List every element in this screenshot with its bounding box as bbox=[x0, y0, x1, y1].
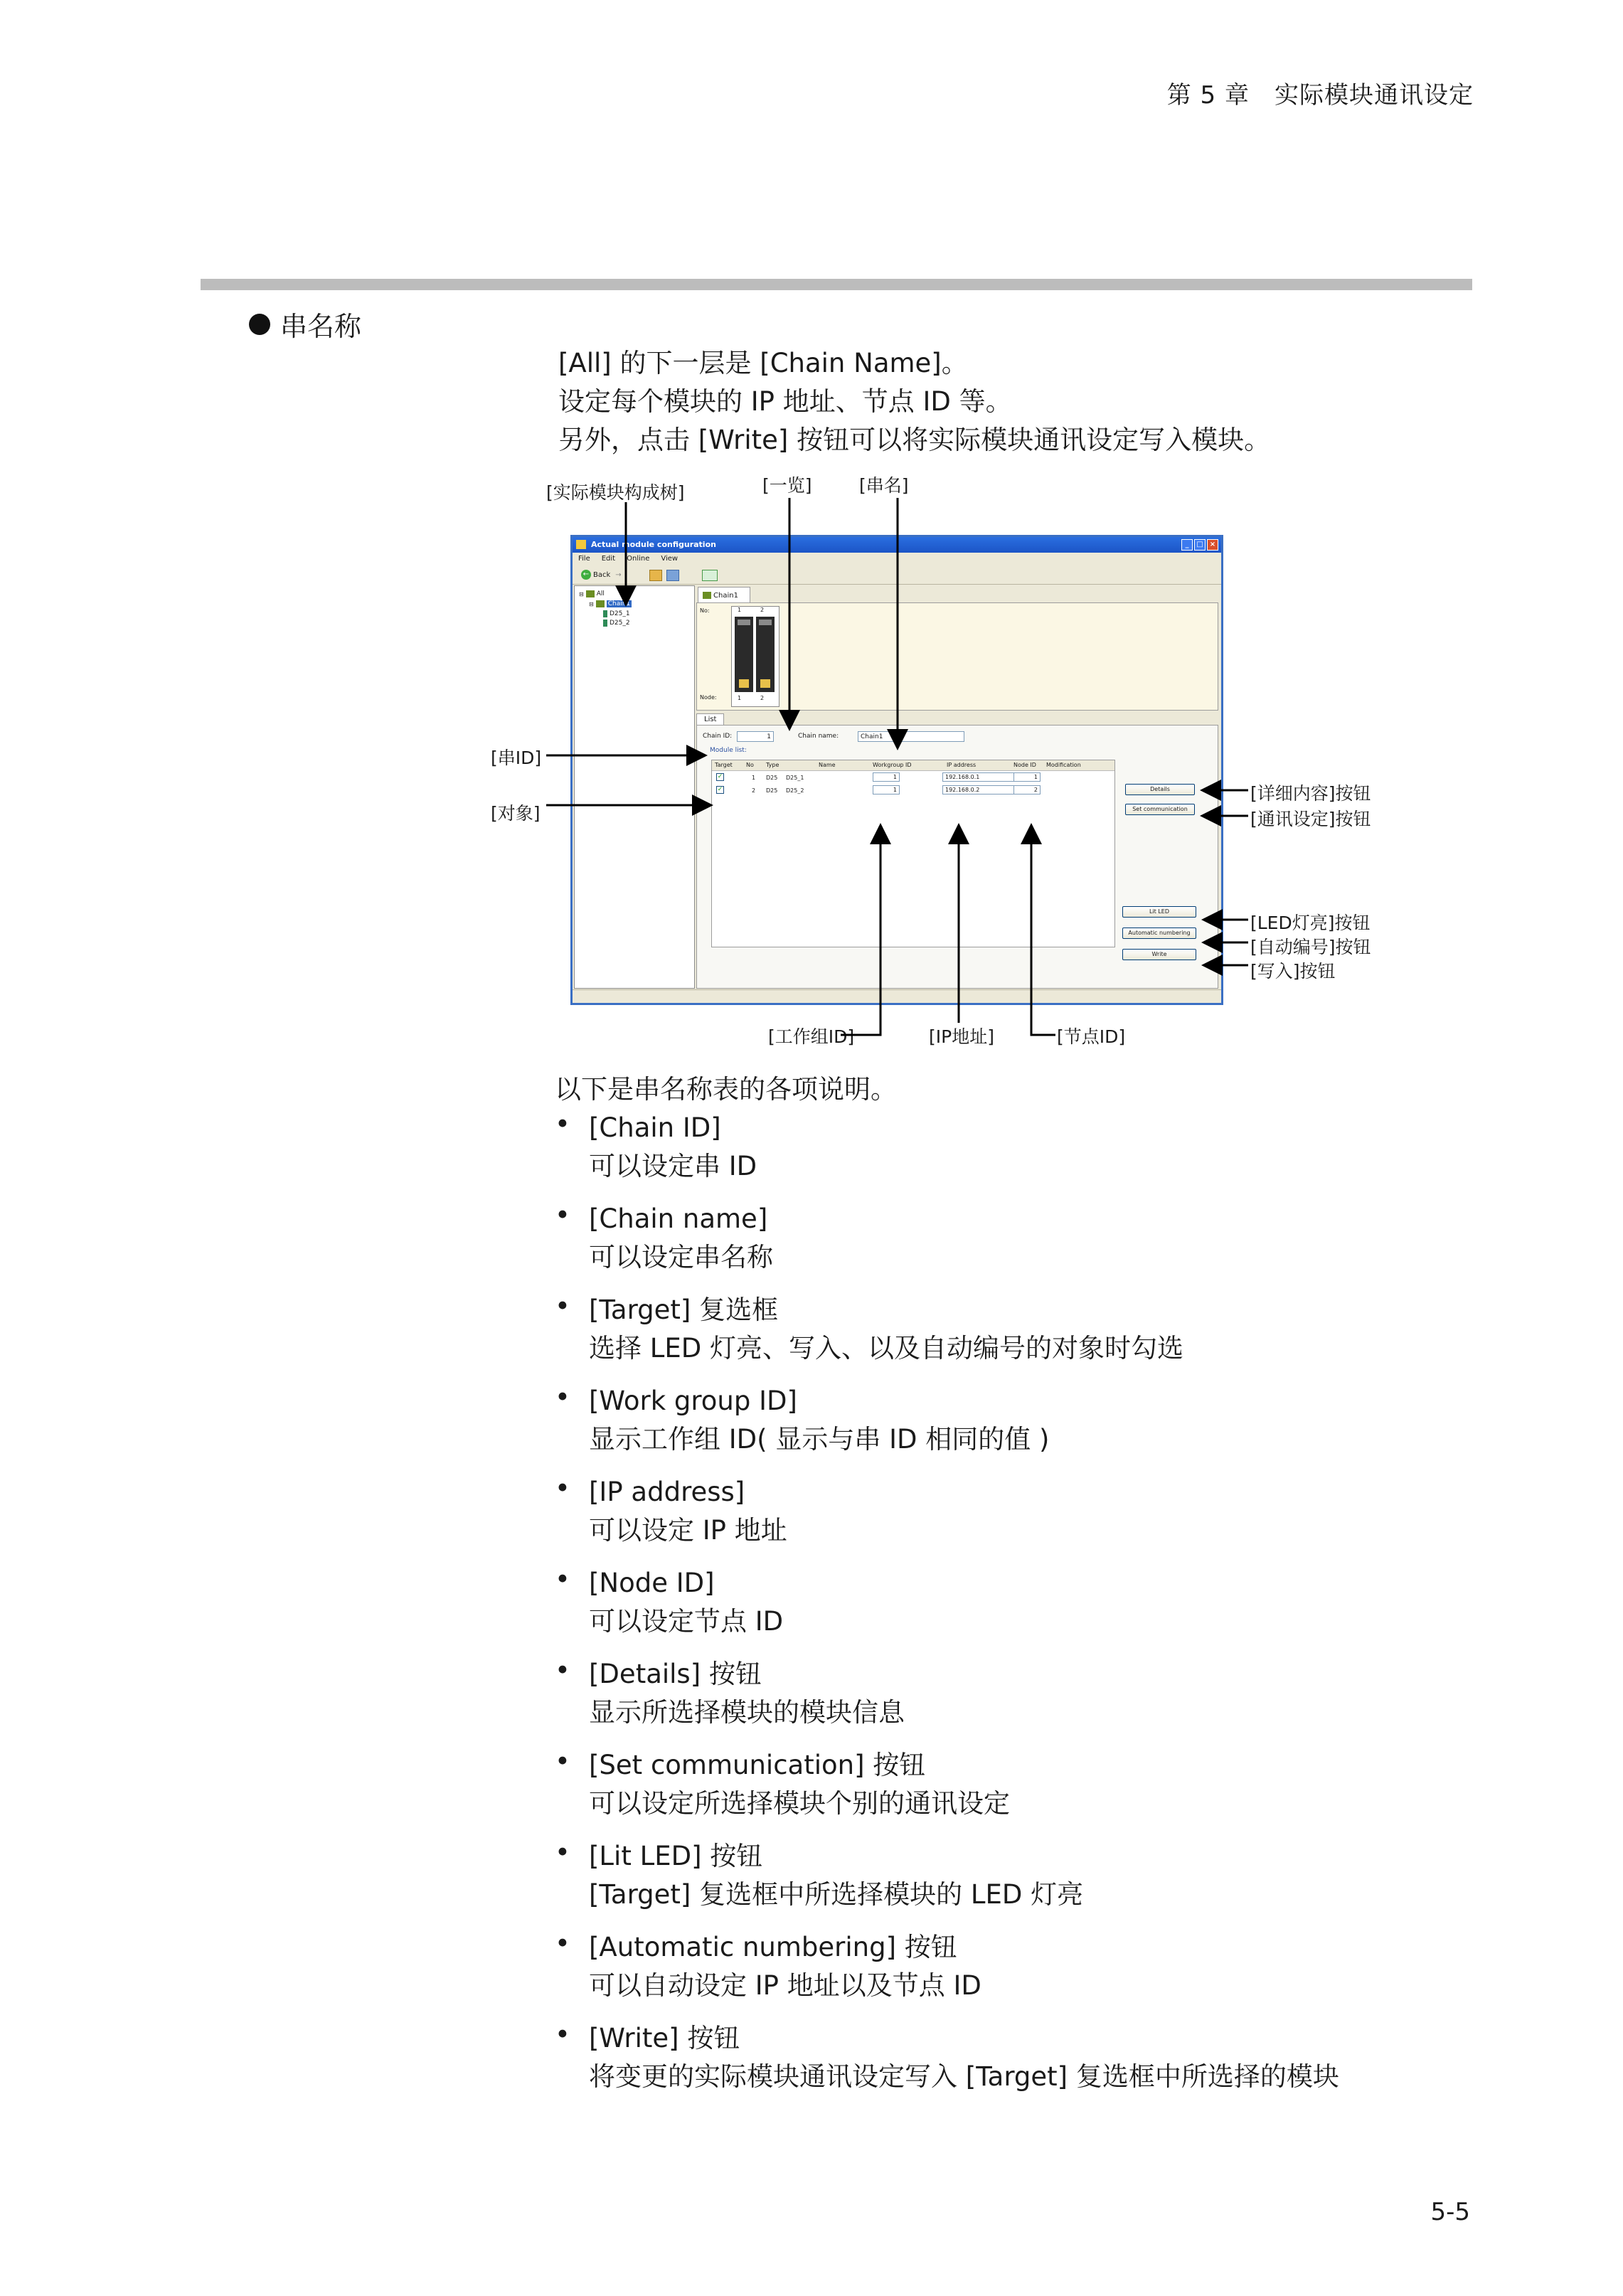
close-icon[interactable]: × bbox=[1207, 539, 1218, 551]
item-title: [Work group ID] bbox=[589, 1386, 797, 1416]
forward-arrow-icon[interactable]: → bbox=[615, 570, 622, 579]
item-desc: 显示工作组 ID( 显示与串 ID 相同的值 ) bbox=[589, 1424, 1050, 1455]
target-checkbox[interactable]: ✓ bbox=[717, 773, 723, 780]
item-title: [Lit LED] 按钮 bbox=[589, 1841, 763, 1871]
tree-label-chain: Chain1 bbox=[607, 600, 631, 607]
arrow-workgroup bbox=[841, 825, 880, 1035]
item-title: [Details] 按钮 bbox=[589, 1659, 762, 1689]
module-node: 1 bbox=[738, 695, 742, 701]
bullet: • bbox=[555, 2019, 570, 2050]
list-item bbox=[555, 1200, 1339, 1277]
item-desc: 可以设定串 ID bbox=[589, 1151, 757, 1181]
item-title: [Set communication] 按钮 bbox=[589, 1750, 926, 1780]
tab-label: Chain1 bbox=[713, 591, 738, 600]
menu-online[interactable]: Online bbox=[627, 555, 650, 563]
tree-label-module: D25_2 bbox=[610, 620, 630, 627]
chain-name-label: Chain name: bbox=[798, 733, 839, 740]
row-type: D25 bbox=[766, 787, 778, 794]
callout-auto-num: [自动编号]按钮 bbox=[1250, 937, 1371, 957]
automatic-numbering-button[interactable]: Automatic numbering bbox=[1122, 928, 1196, 939]
row-type: D25 bbox=[766, 775, 778, 781]
callout-chain-id: [串ID] bbox=[491, 748, 542, 768]
back-label: Back bbox=[593, 570, 611, 579]
callout-node: [节点ID] bbox=[1057, 1026, 1126, 1047]
menu-view[interactable]: View bbox=[661, 555, 679, 563]
item-title: [Chain ID] bbox=[589, 1112, 721, 1143]
node-id-field[interactable]: 1 bbox=[1013, 772, 1041, 782]
write-button[interactable]: Write bbox=[1122, 949, 1196, 960]
set-communication-button[interactable]: Set communication bbox=[1125, 804, 1195, 815]
callout-workgroup: [工作组ID] bbox=[768, 1026, 855, 1047]
item-desc: 可以设定串名称 bbox=[589, 1242, 773, 1272]
item-desc: 选择 LED 灯亮、写入、以及自动编号的对象时勾选 bbox=[589, 1333, 1184, 1364]
callout-ip: [IP地址] bbox=[929, 1026, 994, 1047]
col-ip: IP address bbox=[947, 762, 977, 768]
list-item bbox=[555, 1382, 1339, 1459]
list-item bbox=[555, 1746, 1339, 1823]
list-item bbox=[555, 1928, 1339, 2005]
row-no: 2 bbox=[752, 787, 756, 794]
bullet: • bbox=[555, 1746, 570, 1777]
row-no: 1 bbox=[752, 775, 756, 781]
col-target: Target bbox=[715, 762, 733, 768]
list-item bbox=[555, 2019, 1339, 2096]
tree-node-chain[interactable]: ⊟ Chain1 bbox=[589, 600, 631, 607]
menu-edit[interactable]: Edit bbox=[601, 555, 616, 563]
item-desc: 可以设定所选择模块个别的通讯设定 bbox=[589, 1788, 1010, 1819]
item-desc: 可以设定节点 ID bbox=[589, 1606, 784, 1637]
list-item bbox=[555, 1109, 1339, 1186]
col-node: Node ID bbox=[1013, 762, 1036, 768]
row-name: D25_2 bbox=[786, 787, 804, 794]
row-name: D25_1 bbox=[786, 775, 804, 781]
page-number: 5-5 bbox=[1430, 2198, 1470, 2226]
callout-write: [写入]按钮 bbox=[1250, 961, 1336, 982]
list-item bbox=[555, 1655, 1339, 1732]
col-workgroup: Workgroup ID bbox=[873, 762, 912, 768]
chapter-header: 第 5 章 实际模块通讯设定 bbox=[1166, 81, 1474, 110]
item-desc: 可以设定 IP 地址 bbox=[589, 1515, 787, 1546]
callout-tree: [实际模块构成树] bbox=[546, 482, 685, 503]
tree-label-all: All bbox=[596, 590, 605, 597]
callout-list: [一览] bbox=[762, 475, 812, 496]
tab-list[interactable]: List bbox=[696, 713, 724, 726]
no-label: No: bbox=[700, 607, 710, 614]
intro-line: 另外，点击 [Write] 按钮可以将实际模块通讯设定写入模块。 bbox=[558, 425, 1271, 455]
callout-chain-name: [串名] bbox=[859, 475, 909, 496]
intro-line: [All] 的下一层是 [Chain Name]。 bbox=[558, 348, 968, 378]
callout-arrows bbox=[0, 0, 1623, 1081]
chain-id-label: Chain ID: bbox=[703, 733, 733, 740]
callout-target: [对象] bbox=[491, 803, 541, 824]
node-label: Node: bbox=[700, 694, 717, 701]
module-no: 2 bbox=[760, 607, 765, 613]
bullet: • bbox=[555, 1928, 570, 1959]
menu-file[interactable]: File bbox=[578, 555, 590, 563]
maximize-icon[interactable]: □ bbox=[1194, 539, 1206, 551]
workgroup-field[interactable]: 1 bbox=[873, 772, 900, 782]
chain-name-field[interactable]: Chain1 bbox=[858, 731, 964, 742]
module-list-label: Module list: bbox=[710, 747, 747, 754]
module-node: 2 bbox=[760, 695, 765, 701]
item-desc: [Target] 复选框中所选择模块的 LED 灯亮 bbox=[589, 1879, 1084, 1910]
callout-lit-led: [LED灯亮]按钮 bbox=[1250, 913, 1371, 933]
intro-line: 设定每个模块的 IP 地址、节点 ID 等。 bbox=[558, 386, 1012, 417]
item-desc: 将变更的实际模块通讯设定写入 [Target] 复选框中所选择的模块 bbox=[589, 2061, 1339, 2092]
item-title: [Node ID] bbox=[589, 1568, 715, 1598]
list-item bbox=[555, 1837, 1339, 1914]
list-item bbox=[555, 1473, 1339, 1550]
list-item bbox=[555, 1291, 1339, 1368]
bullet: • bbox=[555, 1655, 570, 1686]
ip-field[interactable]: 192.168.0.2 bbox=[942, 785, 1019, 794]
chain-id-field[interactable]: 1 bbox=[737, 731, 774, 742]
bullet: • bbox=[555, 1109, 570, 1139]
bullet: • bbox=[555, 1382, 570, 1413]
item-title: [Automatic numbering] 按钮 bbox=[589, 1932, 957, 1962]
bullet: • bbox=[555, 1564, 570, 1595]
item-desc: 可以自动设定 IP 地址以及节点 ID bbox=[589, 1970, 981, 2001]
col-type: Type bbox=[766, 762, 779, 768]
bullet: • bbox=[555, 1837, 570, 1868]
workgroup-field[interactable]: 1 bbox=[873, 785, 900, 794]
col-name: Name bbox=[819, 762, 836, 768]
bullet: • bbox=[555, 1200, 570, 1231]
section-title: 串名称 bbox=[280, 311, 362, 342]
col-no: No bbox=[746, 762, 754, 768]
item-title: [Target] 复选框 bbox=[589, 1295, 779, 1325]
window-title: Actual module configuration bbox=[591, 540, 716, 549]
node-id-field[interactable]: 2 bbox=[1013, 785, 1041, 794]
item-title: [Write] 按钮 bbox=[589, 2023, 740, 2053]
arrow-node bbox=[1031, 825, 1055, 1035]
tree-label-module: D25_1 bbox=[610, 610, 630, 617]
target-checkbox[interactable]: ✓ bbox=[717, 786, 723, 793]
col-modification: Modification bbox=[1046, 762, 1081, 768]
callout-set-comm: [通讯设定]按钮 bbox=[1250, 809, 1371, 829]
module-no: 1 bbox=[738, 607, 742, 613]
bullet: • bbox=[555, 1291, 570, 1322]
desc-intro: 以下是串名称表的各项说明。 bbox=[555, 1074, 897, 1105]
item-desc: 显示所选择模块的模块信息 bbox=[589, 1697, 905, 1728]
tree-node-all[interactable]: ⊟ All bbox=[579, 590, 605, 597]
lit-led-button[interactable]: Lit LED bbox=[1122, 906, 1196, 918]
minimize-icon[interactable]: _ bbox=[1181, 539, 1193, 551]
callout-details: [详细内容]按钮 bbox=[1250, 783, 1371, 804]
item-title: [Chain name] bbox=[589, 1203, 768, 1234]
ip-field[interactable]: 192.168.0.1 bbox=[942, 772, 1019, 782]
list-item bbox=[555, 1564, 1339, 1641]
back-arrow-icon: ← bbox=[581, 570, 591, 580]
details-button[interactable]: Details bbox=[1125, 784, 1195, 795]
bullet: • bbox=[555, 1473, 570, 1504]
item-descriptions bbox=[555, 1070, 1339, 2110]
item-title: [IP address] bbox=[589, 1477, 745, 1507]
